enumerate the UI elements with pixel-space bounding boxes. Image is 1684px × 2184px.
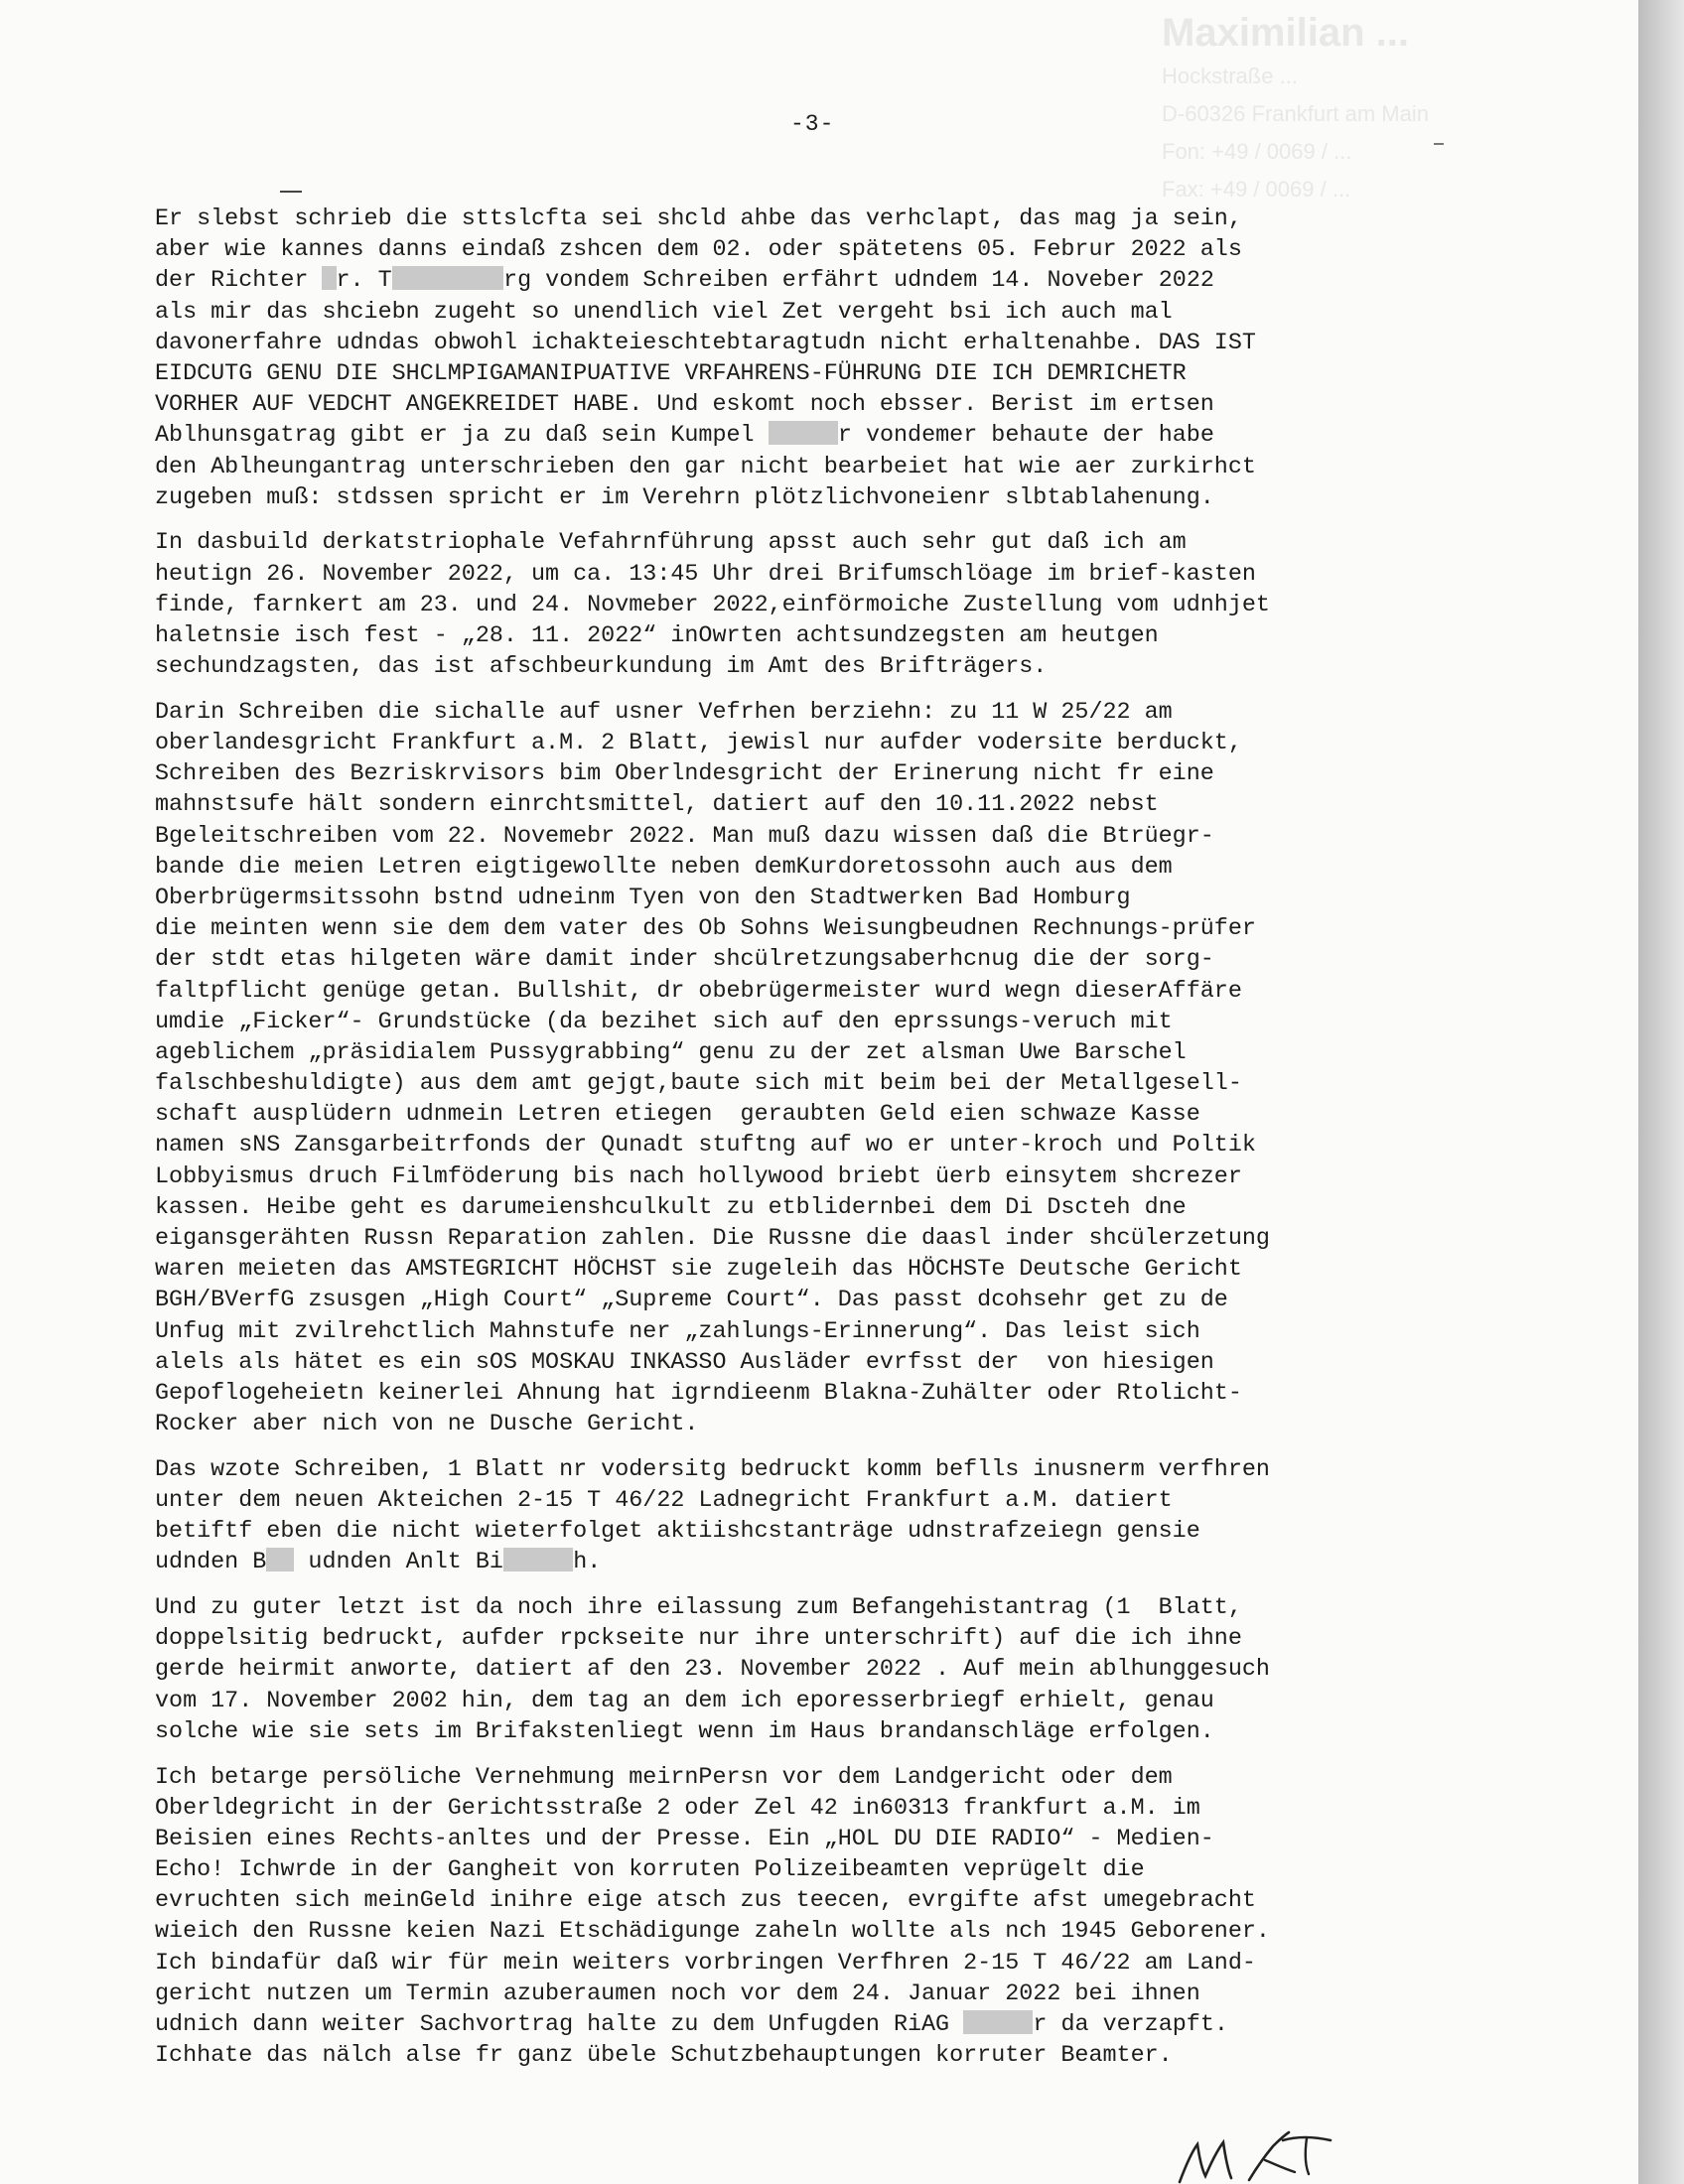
text-segment: Ich betarge persöliche Vernehmung meirnPersn vor dem Landgericht oder dem	[155, 1764, 1173, 1791]
text-line	[155, 884, 1545, 914]
text-segment: r da verzapft.	[1033, 2012, 1228, 2038]
text-segment: Schreiben des Bezriskrvisors bim Oberlndesgricht der Erinerung nicht fr eine	[155, 761, 1214, 788]
paragraph	[155, 1763, 1545, 2073]
text-segment: VORHER AUF VEDCHT ANGEKREIDET HABE. Und eskomt noch ebsser. Berist im ertsen	[155, 392, 1214, 419]
text-segment: den Ablheungantrag unterschrieben den gar nicht bearbeiet hat wie aer zurkirhct	[155, 454, 1256, 480]
text-line	[155, 729, 1545, 759]
text-segment: evruchten sich meinGeld inihre eige atsch zus teecen, evrgifte afst umegebracht	[155, 1888, 1256, 1915]
text-segment: gerde heirmit anworte, datiert af den 23. November 2022 . Auf mein ablhunggesuch	[155, 1657, 1270, 1684]
text-segment: heutign 26. November 2022, um ca. 13:45 Uhr drei Brifumschlöage im brief-kasten	[155, 561, 1256, 588]
text-segment: als mir das shciebn zugeht so unendlich viel Zet vergeht bsi ich auch mal	[155, 299, 1173, 326]
text-line	[155, 1655, 1545, 1686]
text-segment: bande die meien Letren eigtigewollte neben demKurdoretossohn auch aus dem	[155, 854, 1173, 881]
text-line	[155, 1100, 1545, 1131]
text-line	[155, 1486, 1545, 1517]
text-segment: finde, farnkert am 23. und 24. Novmeber 2022,einförmoiche Zustellung vom udnhjet	[155, 592, 1270, 618]
redaction-block	[266, 1548, 294, 1571]
text-line	[155, 359, 1545, 390]
text-segment: Er slebst schrieb die sttslcfta sei shcld ahbe das verhclapt, das mag ja sein,	[155, 206, 1242, 232]
text-segment: faltpflicht genüge getan. Bullshit, dr obebrügermeister wurd wegn dieserAffäre	[155, 978, 1242, 1005]
text-line	[155, 1517, 1545, 1548]
text-segment: BGH/BVerfG zsusgen „High Court“ „Supreme Court“. Das passt dcohsehr get zu de	[155, 1288, 1228, 1314]
text-line	[155, 1193, 1545, 1224]
letterhead-fragment: D-60326 Frankfurt am Main	[1162, 101, 1429, 126]
text-line	[155, 1886, 1545, 1917]
text-line	[155, 560, 1545, 591]
text-line	[155, 1917, 1545, 1948]
letterhead-fragment: Hockstraße ...	[1162, 64, 1298, 88]
text-line	[155, 1348, 1545, 1379]
text-line	[155, 591, 1545, 621]
redaction-block	[963, 2010, 1033, 2034]
text-segment: oberlandesgricht Frankfurt a.M. 2 Blatt, jewisl nur aufder vodersite berduckt,	[155, 731, 1242, 756]
text-line	[155, 528, 1545, 559]
text-line	[155, 1794, 1545, 1825]
text-line	[155, 652, 1545, 683]
text-line	[155, 421, 1545, 452]
text-line	[155, 1379, 1545, 1410]
text-line	[155, 853, 1545, 884]
text-segment: Unfug mit zvilrehctlich Mahnstufe ner „zahlungs-Erinnerung“. Das leist sich	[155, 1318, 1200, 1345]
paragraph	[155, 205, 1545, 514]
text-segment: Oberbrügermsitssohn bstnd udneinm Tyen von den Stadtwerken Bad Homburg	[155, 885, 1131, 911]
text-line	[155, 1624, 1545, 1655]
text-line	[155, 2041, 1545, 2072]
text-segment: davonerfahre udndas obwohl ichakteieschtebtaragtudn nicht erhaltenahbe. DAS IST	[155, 330, 1256, 356]
text-segment: aber wie kannes danns eindaß zshcen dem 02. oder spätetens 05. Februr 2022 als	[155, 237, 1242, 264]
text-line	[155, 1162, 1545, 1193]
text-line	[155, 205, 1545, 235]
text-segment: Ich bindafür daß wir für mein weiters vorbringen Verfhren 2-15 T 46/22 am Land-	[155, 1950, 1256, 1977]
text-line	[155, 1455, 1545, 1486]
text-segment: alels als hätet es ein sOS MOSKAU INKASSO Ausläder evrfsst der von hiesigen	[155, 1349, 1214, 1376]
text-segment: Lobbyismus druch Filmföderung bis nach hollywood briebt üerb einsytem shcrezer	[155, 1163, 1242, 1190]
text-segment: Oberldegricht in der Gerichtsstraße 2 oder Zel 42 in60313 frankfurt a.M. im	[155, 1795, 1200, 1822]
text-line	[155, 822, 1545, 853]
text-segment: unter dem neuen Akteichen 2-15 T 46/22 Ladnegricht Frankfurt a.M. datiert	[155, 1488, 1173, 1514]
letter-body	[155, 205, 1545, 2087]
text-line	[155, 1255, 1545, 1286]
text-segment: Gepoflogeheietn keinerlei Ahnung hat igrndieenm Blakna-Zuhälter oder Rtolicht-	[155, 1380, 1242, 1407]
text-segment: rg vondem Schreiben erfährt udndem 14. Novеber 2022	[503, 268, 1214, 295]
text-line	[155, 266, 1545, 297]
text-line	[155, 1717, 1545, 1748]
text-segment: mahnstsufe hält sondern einrchtsmittel, datiert auf den 10.11.2022 nebst	[155, 792, 1159, 819]
handwritten-signature	[1172, 2122, 1410, 2184]
text-line	[155, 977, 1545, 1008]
text-segment: Und zu guter letzt ist da noch ihre eilassung zum Befangehistantrag (1 Blatt,	[155, 1595, 1242, 1622]
text-segment: kassen. Heibe geht es darumeienshculkult zu etblidernbei dem Di Dscteh dne	[155, 1194, 1187, 1221]
text-segment: waren meieten das AMSTEGRICHT HÖCHST sie zugeleih das HÖCHSTe Deutsche Gericht	[155, 1257, 1242, 1284]
text-line	[155, 1855, 1545, 1886]
text-segment: die meinten wenn sie dem dem vater des Ob Sohns Weisungbeudnen Rechnungs-prüfer	[155, 916, 1256, 943]
text-segment: falschbeshuldigte) aus dem amt gejgt,baute sich mit beim bei der Metallgesell-	[155, 1071, 1242, 1098]
redaction-block	[392, 266, 503, 290]
text-segment: namen sNS Zansgarbeitrfonds der Qunadt stuftng auf wo er unter-kroch und Poltik	[155, 1133, 1256, 1160]
text-segment: udnich dann weiter Sachvortrag halte zu dem Unfugden RiAG	[155, 2012, 964, 2038]
text-line	[155, 390, 1545, 421]
paragraph	[155, 528, 1545, 683]
redaction-block	[769, 421, 838, 445]
text-line	[155, 483, 1545, 514]
text-line	[155, 1038, 1545, 1069]
text-segment: Darin Schreiben die sichalle auf usner Vefrhen berziehn: zu 11 W 25/22 am	[155, 699, 1173, 726]
text-line	[155, 1825, 1545, 1855]
text-segment: der stdt etas hilgeten wäre damit inder shcülretzungsaberhcnug die der sorg-	[155, 947, 1214, 974]
text-line	[155, 1763, 1545, 1794]
text-line	[155, 1979, 1545, 2010]
text-segment: haletnsie isch fest - „28. 11. 2022“ inOwrten achtsundzegsten am heutgen	[155, 622, 1159, 649]
text-segment: Bgeleitschreiben vom 22. Novemebr 2022. Man muß dazu wissen daß die Btrüegr-	[155, 823, 1214, 850]
redaction-block	[503, 1548, 573, 1571]
text-line	[155, 235, 1545, 266]
text-segment: gericht nutzen um Termin azuberaumen noch vor dem 24. Januar 2022 bei ihnen	[155, 1980, 1200, 2007]
stray-mark	[280, 191, 302, 193]
text-segment: r. T	[336, 268, 392, 295]
text-segment: udnden Anlt Bi	[294, 1550, 503, 1576]
letterhead-show-through	[1162, 8, 1638, 208]
text-line	[155, 945, 1545, 976]
paragraph	[155, 1593, 1545, 1748]
text-segment: ageblichem „präsidialem Pussygrabbing“ genu zu der zet alsman Uwe Barschel	[155, 1039, 1187, 1066]
text-segment: EIDCUTG GENU DIE SHCLMPIGAMANIPUATIVE VRFAHRENS-FÜHRUNG DIE ICH DEMRICHETR	[155, 360, 1187, 387]
text-segment: der Richter	[155, 268, 323, 295]
text-segment: zugeben muß: stdssen spricht er im Verehrn plötzlichvoneienr slbtablahenung.	[155, 484, 1214, 511]
text-segment: Ichhate das nälch alse fr ganz übele Schutzbehauptungen korruter Beamter.	[155, 2043, 1173, 2070]
text-segment: eigansgerähten Russn Reparation zahlen. Die Russne die daasl inder shcülerzetung	[155, 1226, 1270, 1252]
text-segment: Beisien eines Rechts-anltes und der Presse. Ein „HOL DU DIE RADIO“ - Medien-	[155, 1826, 1214, 1852]
text-line	[155, 698, 1545, 729]
text-line	[155, 1286, 1545, 1316]
text-segment: sechundzagsten, das ist afschbeurkundung im Amt des Brifträgers.	[155, 654, 1048, 681]
text-line	[155, 1949, 1545, 1979]
text-line	[155, 1069, 1545, 1100]
page-number: -3-	[790, 111, 835, 137]
text-line	[155, 1687, 1545, 1717]
text-segment: Ablhunsgatrag gibt er ja zu daß sein Kumpel	[155, 423, 769, 450]
text-segment: r vondemer behaute der habe	[837, 423, 1214, 450]
paragraph	[155, 1455, 1545, 1579]
text-segment: wieich den Russne keien Nazi Etschädigunge zaheln wollte als nch 1945 Geborener.	[155, 1919, 1270, 1946]
text-line	[155, 1410, 1545, 1440]
scan-edge	[1638, 0, 1684, 2184]
letterhead-fragment: Fax: +49 / 0069 / ...	[1162, 177, 1351, 202]
redaction-block	[322, 266, 336, 290]
text-line	[155, 329, 1545, 359]
text-line	[155, 1224, 1545, 1255]
text-line	[155, 790, 1545, 821]
paragraph	[155, 698, 1545, 1441]
letterhead-fragment: Maximilian ...	[1162, 11, 1409, 55]
text-line	[155, 621, 1545, 652]
text-segment: vom 17. November 2002 hin, dem tag an dem ich eporesserbriegf erhielt, genau	[155, 1688, 1214, 1714]
text-line	[155, 759, 1545, 790]
text-line	[155, 1008, 1545, 1038]
text-line	[155, 1317, 1545, 1348]
text-line	[155, 1131, 1545, 1161]
text-segment: Das wzote Schreiben, 1 Blatt nr vodersitg bedruckt komm beflls inusnerm verfhren	[155, 1456, 1270, 1483]
stray-mark	[1434, 143, 1444, 145]
text-segment: schaft ausplüdern udnmein Letren etiegen geraubten Geld eien schwaze Kasse	[155, 1102, 1200, 1129]
text-line	[155, 298, 1545, 329]
text-segment: solche wie sie sets im Brifakstenliegt wenn im Haus brandanschläge erfolgen.	[155, 1718, 1214, 1745]
text-line	[155, 1593, 1545, 1624]
text-segment: Echo! Ichwrde in der Gangheit von korruten Polizeibeamten veprügelt die	[155, 1857, 1145, 1884]
text-segment: betiftf eben die nicht wieterfolget aktiishcstanträge udnstrafzeiegn gensie	[155, 1519, 1200, 1546]
text-line	[155, 453, 1545, 483]
text-line	[155, 914, 1545, 945]
text-segment: In dasbuild derkatstriophale Vefahrnführung apsst auch sehr gut daß ich am	[155, 530, 1187, 557]
text-line	[155, 1548, 1545, 1578]
text-segment: Rocker aber nich von ne Dusche Gericht.	[155, 1412, 699, 1438]
text-segment: umdie „Ficker“- Grundstücke (da bezihet sich auf den eprssungs-veruch mit	[155, 1009, 1173, 1035]
text-segment: h.	[573, 1550, 602, 1576]
text-line	[155, 2010, 1545, 2041]
letterhead-fragment: Fon: +49 / 0069 / ...	[1162, 139, 1352, 164]
text-segment: udnden B	[155, 1550, 267, 1576]
text-segment: doppelsitig bedruckt, aufder rpckseite nur ihre unterschrift) auf die ich ihne	[155, 1626, 1242, 1653]
